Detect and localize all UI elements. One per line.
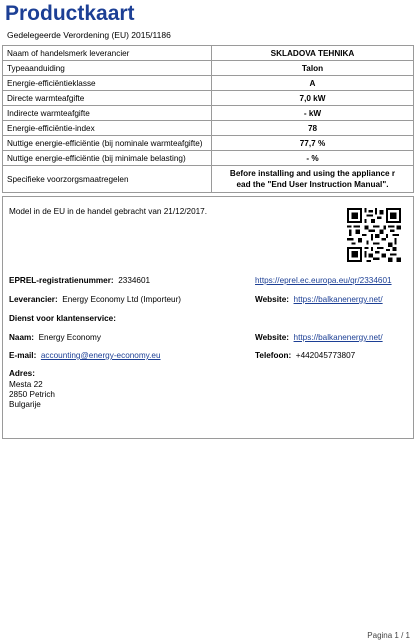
page-title: Productkaart bbox=[5, 2, 135, 25]
row-value: 77,7 % bbox=[212, 136, 414, 151]
product-spec-table bbox=[2, 45, 414, 193]
name-value: Energy Economy bbox=[38, 333, 101, 342]
address-line-2: 2850 Petrich bbox=[9, 390, 55, 399]
service-website-line bbox=[255, 333, 383, 342]
row-key: Typeaanduiding bbox=[3, 61, 212, 76]
phone-label: Telefoon: bbox=[255, 351, 292, 360]
phone-value: +442045773807 bbox=[295, 351, 356, 360]
row-key: Energie-efficiëntieklasse bbox=[3, 76, 212, 91]
supplier-info-box bbox=[2, 196, 414, 439]
row-value: 78 bbox=[212, 121, 414, 136]
model-note: Model in de EU in de handel gebracht van 21/12/2017. bbox=[9, 207, 208, 216]
eprel-link[interactable]: https://eprel.ec.europa.eu/qr/2334601 bbox=[255, 276, 392, 285]
regulation-subtitle: Gedelegeerde Verordening (EU) 2015/1186 bbox=[7, 30, 171, 40]
table-row bbox=[3, 46, 414, 61]
service-name-line bbox=[9, 333, 101, 342]
row-value: A bbox=[212, 76, 414, 91]
row-key: Specifieke voorzorgsmaatregelen bbox=[3, 166, 212, 193]
table-row bbox=[3, 76, 414, 91]
table-row bbox=[3, 121, 414, 136]
eprel-label: EPREL-registratienummer: bbox=[9, 276, 114, 285]
page-number: Pagina 1 / 1 bbox=[367, 631, 410, 640]
row-value: 7,0 kW bbox=[212, 91, 414, 106]
row-value: - % bbox=[212, 151, 414, 166]
eprel-line bbox=[9, 276, 150, 285]
website2-label: Website: bbox=[255, 333, 289, 342]
website-link[interactable]: https://balkanenergy.net/ bbox=[293, 295, 383, 304]
table-row bbox=[3, 166, 414, 193]
address-label: Adres: bbox=[9, 369, 35, 378]
row-key: Energie-efficiëntie-index bbox=[3, 121, 212, 136]
table-row bbox=[3, 61, 414, 76]
table-row bbox=[3, 91, 414, 106]
supplier-label: Leverancier: bbox=[9, 295, 58, 304]
row-key: Directe warmteafgifte bbox=[3, 91, 212, 106]
website-label: Website: bbox=[255, 295, 289, 304]
precautions-line-1: Before installing and using the appliance r bbox=[229, 169, 396, 178]
row-value: - kW bbox=[212, 106, 414, 121]
address-line-3: Bulgarije bbox=[9, 400, 41, 409]
row-key: Nuttige energie-efficiëntie (bij nominale warmteafgifte) bbox=[3, 136, 212, 151]
table-row bbox=[3, 106, 414, 121]
service-heading: Dienst voor klantenservice: bbox=[9, 314, 116, 323]
row-key: Indirecte warmteafgifte bbox=[3, 106, 212, 121]
supplier-value: Energy Economy Ltd (Importeur) bbox=[62, 295, 182, 304]
row-value: Talon bbox=[212, 61, 414, 76]
phone-line bbox=[255, 351, 355, 360]
email-line bbox=[9, 351, 161, 360]
row-value: SKLADOVA TEHNIKA bbox=[212, 46, 414, 61]
precautions-line-2: ead the "End User Instruction Manual". bbox=[236, 180, 389, 189]
eprel-number: 2334601 bbox=[118, 276, 151, 285]
supplier-line bbox=[9, 295, 181, 304]
website-line bbox=[255, 295, 383, 304]
address-line-1: Mesta 22 bbox=[9, 380, 43, 389]
table-row bbox=[3, 151, 414, 166]
name-label: Naam: bbox=[9, 333, 35, 342]
email-link[interactable]: accounting@energy-economy.eu bbox=[40, 351, 161, 360]
service-website-link[interactable]: https://balkanenergy.net/ bbox=[293, 333, 383, 342]
row-key: Naam of handelsmerk leverancier bbox=[3, 46, 212, 61]
email-label: E-mail: bbox=[9, 351, 37, 360]
row-value bbox=[212, 166, 414, 193]
row-key: Nuttige energie-efficiëntie (bij minimale belasting) bbox=[3, 151, 212, 166]
qr-code-icon bbox=[347, 208, 401, 262]
table-row bbox=[3, 136, 414, 151]
